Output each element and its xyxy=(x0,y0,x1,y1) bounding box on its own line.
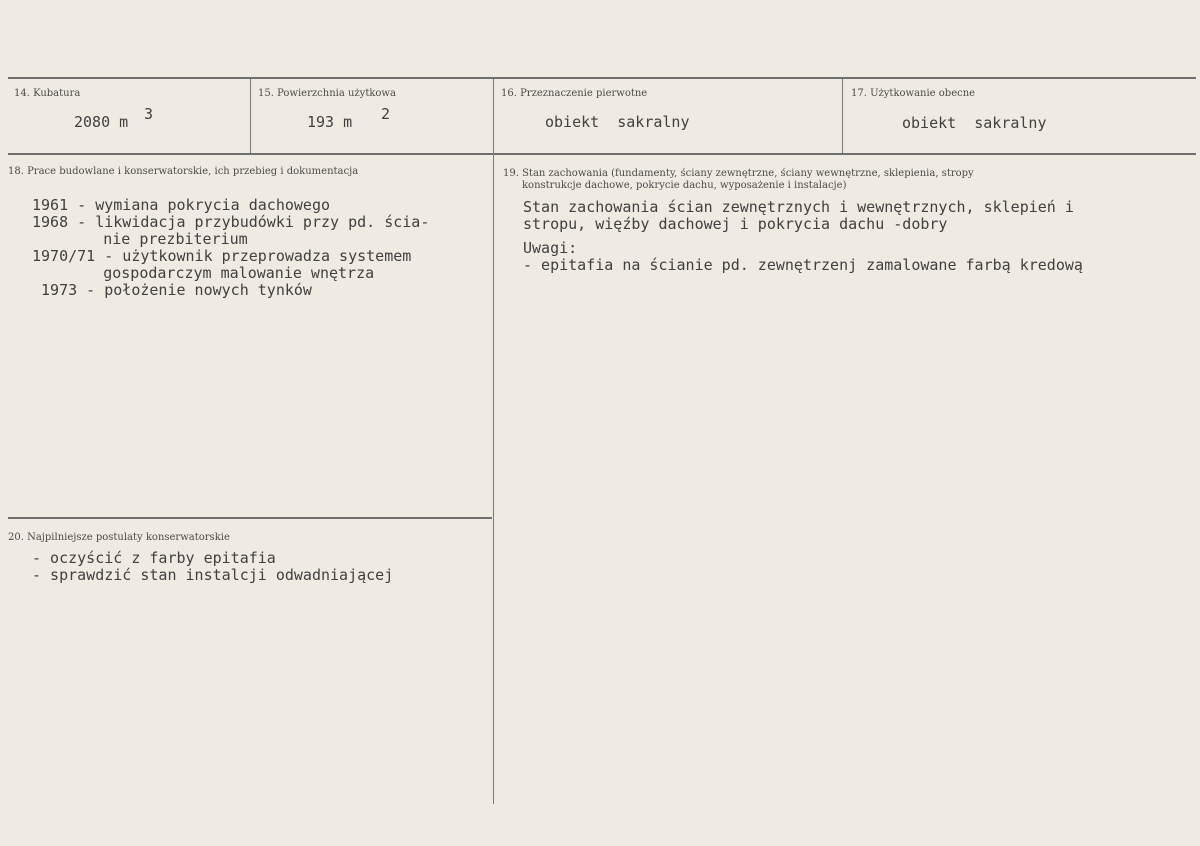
powierzchnia-exponent: 2 xyxy=(381,105,391,123)
field18-bottom-border xyxy=(8,517,492,519)
postulaty-label: 20. Najpilniejsze postulaty konserwatorskie xyxy=(8,532,230,543)
prace-line: 1973 - położenie nowych tynków xyxy=(32,281,312,299)
przeznaczenie-label: 16. Przeznaczenie pierwotne xyxy=(501,88,648,99)
row1-bottom-border xyxy=(8,153,1196,155)
prace-line: 1961 - wymiana pokrycia dachowego xyxy=(32,196,331,214)
kubatura-label: 14. Kubatura xyxy=(14,88,81,99)
prace-line: 1970/71 - użytkownik przeprowadza systemem xyxy=(32,247,412,265)
powierzchnia-value: 193 m xyxy=(307,113,353,131)
postulaty-line: - sprawdzić stan instalcji odwadniającej xyxy=(32,566,394,584)
postulaty-line: - oczyścić z farby epitafia xyxy=(32,549,276,567)
kubatura-exponent: 3 xyxy=(144,105,154,123)
stan-label-line1: 19. Stan zachowania (fundamenty, ściany zewnętrzne, ściany wewnętrzne, sklepienia, stropy xyxy=(503,168,974,179)
stan-line: stropu, więźby dachowej i pokrycia dachu -dobry xyxy=(523,215,948,233)
stan-note: - epitafia na ścianie pd. zewnętrzenj zamalowane farbą kredową xyxy=(523,256,1083,274)
prace-line: 1968 - likwidacja przybudówki przy pd. ścia- xyxy=(32,213,430,231)
divider-16-17 xyxy=(842,78,843,153)
prace-line: nie prezbiterium xyxy=(40,230,248,248)
przeznaczenie-value: obiekt sakralny xyxy=(545,113,690,131)
divider-14-15 xyxy=(250,78,251,153)
kubatura-value: 2080 m xyxy=(74,113,129,131)
stan-line: Stan zachowania ścian zewnętrznych i wewnętrznych, sklepień i xyxy=(523,198,1074,216)
powierzchnia-label: 15. Powierzchnia użytkowa xyxy=(258,88,396,99)
uzytkowanie-value: obiekt sakralny xyxy=(902,114,1047,132)
prace-line: gospodarczym malowanie wnętrza xyxy=(40,264,375,282)
stan-notes-heading: Uwagi: xyxy=(523,239,578,257)
prace-label: 18. Prace budowlane i konserwatorskie, ich przebieg i dokumentacja xyxy=(8,166,359,177)
uzytkowanie-label: 17. Użytkowanie obecne xyxy=(851,88,976,99)
divider-15-16 xyxy=(493,78,494,804)
top-border xyxy=(8,77,1196,79)
stan-label-line2: konstrukcje dachowe, pokrycie dachu, wyposażenie i instalacje) xyxy=(522,180,847,191)
